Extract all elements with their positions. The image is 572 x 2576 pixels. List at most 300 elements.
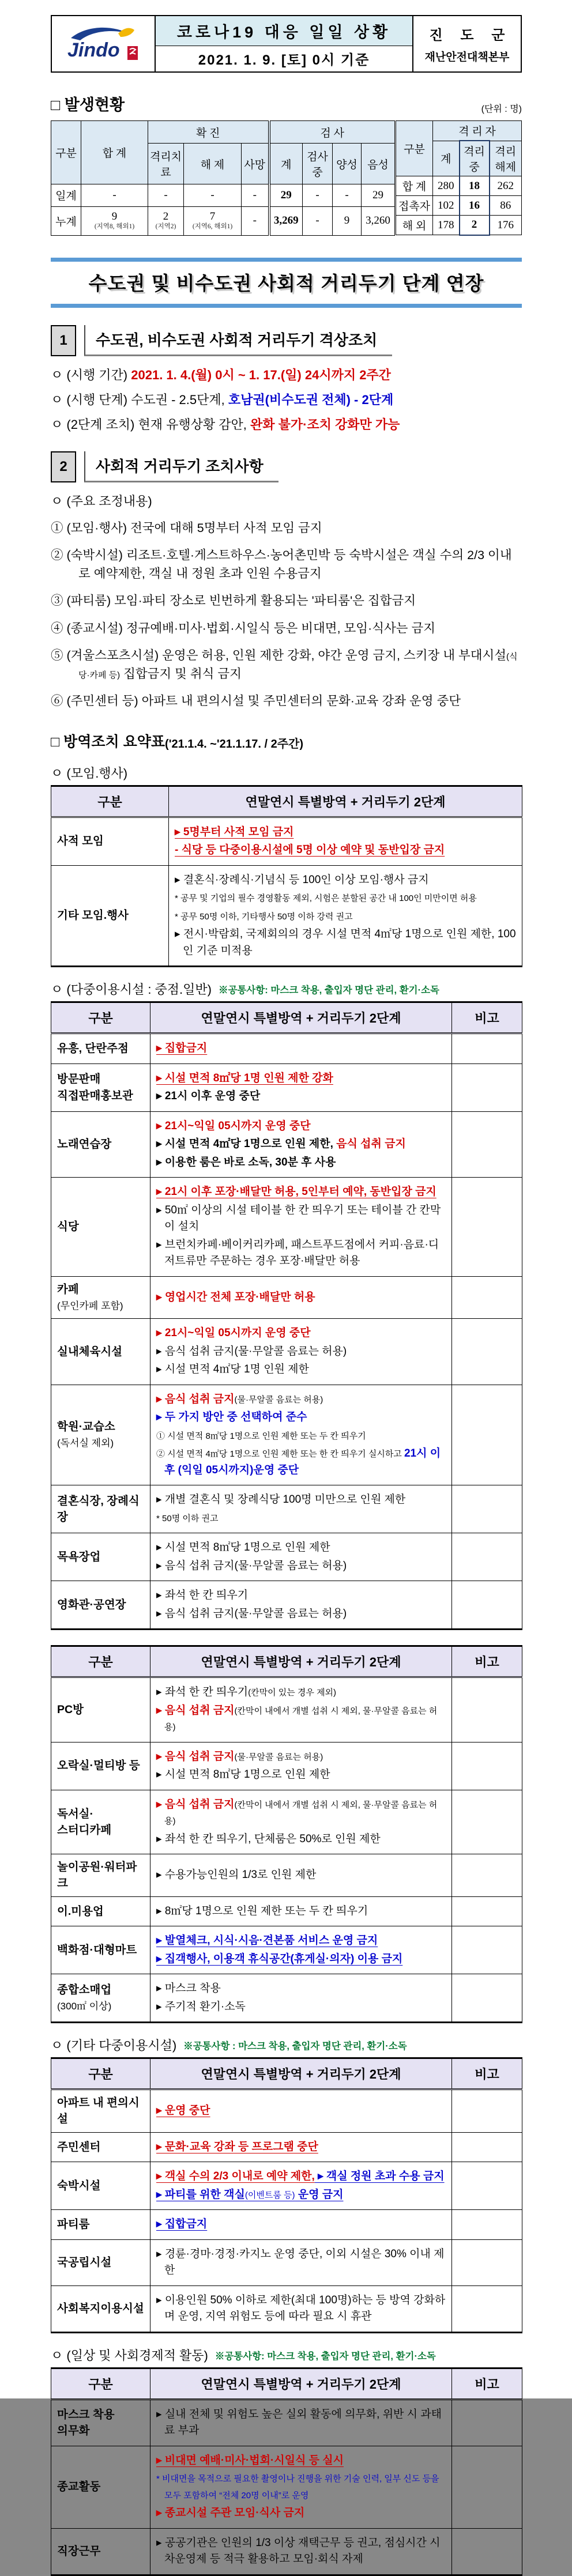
column-header: 구분 bbox=[51, 1646, 150, 1677]
row-remark bbox=[452, 1063, 522, 1111]
row-label bbox=[51, 1974, 150, 2023]
text-segment: 영화관·공연장 bbox=[57, 1598, 126, 1611]
row-content bbox=[150, 1178, 452, 1277]
text-segment: ▸ 21시~익일 05시까지 운영 중단 bbox=[156, 1327, 311, 1340]
text-segment: ▸ 전시·박람회, 국제회의의 경우 시설 면적 4㎡당 1명으로 인원 제한, 100인 기준 미적용 bbox=[175, 928, 516, 957]
column-header: 비고 bbox=[452, 1646, 522, 1677]
text-segment: ▸ 음식 섭취 금지 bbox=[156, 1393, 235, 1405]
table-row: 일계 - - - - 29 - - 29 bbox=[51, 184, 395, 206]
table-row bbox=[51, 1111, 522, 1178]
text-line bbox=[51, 415, 522, 434]
text-segment: ⑥ (주민센터 등) 아파트 내 편의시설 및 주민센터의 문화·교육 강좌 운영 중단 bbox=[51, 694, 461, 708]
row-label bbox=[51, 1178, 150, 1277]
rule-line bbox=[175, 872, 516, 889]
table-row bbox=[51, 2162, 522, 2210]
table-row bbox=[51, 1854, 522, 1897]
row-content bbox=[150, 1926, 452, 1974]
header-box bbox=[51, 15, 522, 73]
text-segment: ▸ 좌석 한 칸 띄우기 bbox=[156, 1589, 249, 1602]
text-segment: ▸ 음식 섭취 금지 bbox=[156, 1750, 235, 1763]
row-remark bbox=[452, 1319, 522, 1385]
row-label bbox=[51, 2210, 150, 2240]
text-segment: 독서실· bbox=[57, 1807, 94, 1820]
text-segment: 마스크 착용 bbox=[57, 2408, 115, 2421]
text-segment: 숙박시설 bbox=[57, 2179, 101, 2192]
row-remark bbox=[452, 1742, 522, 1790]
text-segment: ▸ 음식 섭취 금지 bbox=[156, 1704, 235, 1717]
row-label bbox=[51, 1485, 150, 1533]
row-label bbox=[51, 1111, 150, 1178]
summary-table bbox=[51, 785, 522, 968]
table-row bbox=[51, 2210, 522, 2240]
table-row bbox=[51, 1485, 522, 1533]
text-segment: ① (모임·행사) 전국에 대해 5명부터 사적 모임 금지 bbox=[51, 521, 322, 535]
rule-line bbox=[175, 890, 516, 907]
text-segment: ▸ 운영 중단 bbox=[156, 2104, 210, 2117]
column-header: 연말연시 특별방역 + 거리두기 2단계 bbox=[150, 1002, 452, 1034]
text-segment: 유흥, 단란주점 bbox=[57, 1042, 129, 1055]
text-segment: ▸ 브런치카페·베이커리카페, 패스트푸드점에서 커피·음료·디저트류만 주문하는 경우 포장·배달만 허용 bbox=[156, 1238, 439, 1267]
row-remark bbox=[452, 2162, 522, 2210]
text-segment: 놀이공원·워터파크 bbox=[57, 1861, 137, 1890]
text-segment: ㅇ (시행 단계) 수도권 - 2.5단계, bbox=[51, 392, 228, 407]
text-segment: 호남권(비수도권 전체) - 2단계 bbox=[228, 392, 394, 407]
text-segment: ▸ 음식 섭취 금지(물·무알콜 음료는 허용) bbox=[156, 1607, 347, 1620]
text-segment: ▸ 시설 면적 4㎡당 1명 인원 제한 bbox=[156, 1363, 309, 1376]
text-segment: * 공무 50명 이하, 기타행사 50명 이하 강력 권고 bbox=[175, 911, 353, 922]
row-content bbox=[150, 2446, 452, 2528]
row-content bbox=[150, 2162, 452, 2210]
text-line bbox=[51, 390, 522, 409]
text-segment: ① 시설 면적 8㎡당 1명으로 인원 제한 또는 두 칸 띄우기 bbox=[156, 1431, 366, 1441]
row-label bbox=[51, 1677, 150, 1743]
text-segment: * 50명 이하 권고 bbox=[156, 1513, 219, 1523]
text-line bbox=[51, 365, 522, 384]
row-content bbox=[150, 1034, 452, 1064]
col-header-confirmed: 확 진 bbox=[148, 121, 269, 144]
rule-line bbox=[156, 1391, 446, 1408]
banner bbox=[51, 258, 522, 308]
row-content bbox=[150, 2528, 452, 2575]
column-header: 연말연시 특별방역 + 거리두기 2단계 bbox=[150, 2368, 452, 2399]
text-segment: ▸ 주기적 환기·소독 bbox=[156, 2000, 246, 2013]
row-remark bbox=[452, 1178, 522, 1277]
section2-title: 사회적 거리두기 조치사항 bbox=[84, 451, 279, 482]
text-segment: ④ (종교시설) 정규예배·미사·법회·시일식 등은 비대면, 모임·식사는 금지 bbox=[51, 621, 436, 635]
report-title: 코로나19 대응 일일 상황 bbox=[156, 16, 412, 46]
section1-heading bbox=[51, 325, 522, 356]
text-segment: ⑤ (겨울스포츠시설) 운영은 허용, 인원 제한 강화, 야간 운영 금지, 스키장 내 부대시설 bbox=[51, 648, 507, 662]
row-label bbox=[51, 2285, 150, 2332]
row-content bbox=[150, 1974, 452, 2023]
text-segment: 2021. 1. 4.(월) 0시 ~ 1. 17.(일) 24시까지 2주간 bbox=[131, 367, 391, 382]
text-segment: ▸ 21시~익일 05시까지 운영 중단 bbox=[156, 1119, 311, 1132]
table-row bbox=[51, 1319, 522, 1385]
text-segment: 파티룸 bbox=[57, 2218, 90, 2231]
rule-line bbox=[156, 1344, 446, 1360]
text-segment: 카페 bbox=[57, 1283, 79, 1296]
row-content bbox=[150, 1533, 452, 1581]
row-label bbox=[51, 1319, 150, 1385]
text-segment: (물·무알콜 음료는 허용) bbox=[234, 1394, 323, 1405]
row-label bbox=[51, 2239, 150, 2285]
rule-line bbox=[156, 2505, 446, 2522]
subsection-meetings bbox=[51, 764, 522, 782]
rule-line bbox=[156, 1289, 446, 1306]
text-line bbox=[51, 519, 522, 537]
table-row bbox=[51, 1178, 522, 1277]
table-row bbox=[51, 2528, 522, 2575]
column-header: 비고 bbox=[452, 1002, 522, 1034]
summary-table bbox=[51, 1645, 522, 2023]
rule-line bbox=[156, 1831, 446, 1848]
rule-line bbox=[156, 1184, 446, 1201]
subsection-title: ㅇ (기타 다중이용시설) bbox=[51, 2038, 177, 2053]
column-header: 구분 bbox=[51, 2058, 150, 2090]
row-label: 해 외 bbox=[396, 216, 433, 235]
status-unit: (단위 : 명) bbox=[481, 104, 522, 114]
col-header-released: 해 제 bbox=[184, 144, 242, 184]
section1-number: 1 bbox=[51, 325, 76, 356]
text-segment: ▸ 50㎡ 이상의 시설 테이블 한 칸 띄우기 또는 테이블 간 칸막이 설치 bbox=[156, 1204, 441, 1232]
table-row bbox=[51, 2446, 522, 2528]
text-segment: ▸ 객실 정원 초과 수용 금지 bbox=[314, 2170, 445, 2183]
col-header-iso-treat: 격리치료 bbox=[148, 144, 184, 184]
table-multiuse-1 bbox=[51, 1001, 522, 1630]
table-row bbox=[51, 1974, 522, 2023]
header-org bbox=[413, 16, 521, 71]
text-segment: ▸ 경륜·경마·경정·카지노 운영 중단, 이외 시설은 30% 이내 제한 bbox=[156, 2247, 445, 2277]
text-segment: ▸ 좌석 한 칸 띄우기 bbox=[156, 1686, 249, 1699]
rule-line bbox=[156, 1540, 446, 1556]
rule-line bbox=[175, 926, 516, 959]
text-segment: (물·무알콜 음료는 허용) bbox=[234, 1752, 323, 1762]
rule-line bbox=[175, 842, 516, 859]
row-label bbox=[51, 1276, 150, 1319]
text-segment: 21시 이후 (익일 05시까지)운영 중단 bbox=[164, 1447, 441, 1476]
text-segment: (칸막이 내에서 개별 섭취 시 제외, 물·무알콜 음료는 허용) bbox=[164, 1800, 438, 1827]
col-header-cnt: 계 bbox=[433, 141, 460, 176]
text-segment: ▸ 21시 이후 포장·배달만 허용, 5인부터 예약, 동반입장 금지 bbox=[156, 1186, 436, 1198]
row-content bbox=[150, 1111, 452, 1178]
summary-table bbox=[51, 2367, 522, 2576]
summary-period: ('21.1.4. ~'21.1.17. / 2주간) bbox=[165, 737, 303, 750]
text-segment: - 식당 등 다중이용시설에 5명 이상 예약 및 동반입장 금지 bbox=[175, 844, 445, 856]
col-header-death: 사망 bbox=[242, 144, 269, 184]
column-header: 연말연시 특별방역 + 거리두기 2단계 bbox=[169, 786, 522, 817]
table-row: 누계 9 (지역8, 해외1) 2 (지역2) 7 (지역6, 해외1) - 3,269 - 9 3,260 bbox=[51, 207, 395, 235]
text-segment: ▸ 시설 면적 8㎡당 1명으로 인원 제한 bbox=[156, 1768, 330, 1781]
text-segment: ▸ 음식 섭취 금지(물·무알콜 음료는 허용) bbox=[156, 1345, 347, 1357]
text-segment: ▸ 이용한 룸은 바로 소독, 30분 후 사용 bbox=[156, 1156, 336, 1168]
text-segment: ▸ 실내 전체 및 위험도 높은 실외 활동에 의무화, 위반 시 과태료 부과 bbox=[156, 2408, 442, 2437]
text-segment: ▸ 마스크 착용 bbox=[156, 1982, 221, 1995]
column-header: 비고 bbox=[452, 2368, 522, 2399]
table-daily-activities bbox=[51, 2367, 522, 2576]
row-label bbox=[51, 2399, 150, 2446]
text-segment: (독서실 제외) bbox=[57, 1438, 114, 1449]
row-remark bbox=[452, 1533, 522, 1581]
text-segment: 직접판매홍보관 bbox=[57, 1089, 133, 1102]
table-row bbox=[51, 1385, 522, 1485]
row-content bbox=[150, 1276, 452, 1319]
text-segment: ▸ 이용인원 50% 이하로 제한(최대 100명)하는 등 방역 강화하며 운영, 지역 위험도 등에 따라 필요 시 휴관 bbox=[156, 2294, 446, 2323]
table-row bbox=[51, 817, 522, 865]
text-segment: 목욕장업 bbox=[57, 1550, 101, 1563]
row-label bbox=[51, 2132, 150, 2162]
common-note: ※공통사항: 마스크 착용, 출입자 명단 관리, 환기·소독 bbox=[215, 2351, 436, 2362]
text-segment: (칸막이 내에서 개별 섭취 시 제외, 물·무알콜 음료는 허용) bbox=[164, 1706, 438, 1733]
text-line bbox=[51, 546, 522, 583]
jindo-logo-graphic bbox=[63, 23, 144, 65]
col-header-in-iso: 격리중 bbox=[460, 141, 490, 176]
rule-line bbox=[156, 1903, 446, 1920]
row-remark bbox=[452, 2528, 522, 2575]
rule-line bbox=[156, 1749, 446, 1766]
section1-items bbox=[51, 365, 522, 434]
text-segment: ▸ 개별 결혼식 및 장례식당 100명 미만으로 인원 제한 bbox=[156, 1493, 406, 1506]
rule-line bbox=[156, 2471, 446, 2503]
column-header: 비고 bbox=[452, 2058, 522, 2090]
text-segment: 결혼식장, 장례식장 bbox=[57, 1494, 140, 1524]
rule-line bbox=[156, 1767, 446, 1783]
text-segment: (300㎡ 이상) bbox=[57, 2001, 112, 2012]
col-header-test-cnt: 계 bbox=[269, 144, 303, 184]
row-remark bbox=[452, 1926, 522, 1974]
row-remark bbox=[452, 2210, 522, 2240]
row-remark bbox=[452, 1581, 522, 1630]
status-table-quarantine bbox=[396, 120, 522, 236]
text-segment: 완화 불가·조치 강화만 가능 bbox=[250, 417, 400, 432]
col-header-testing: 검사중 bbox=[303, 144, 333, 184]
column-header: 구분 bbox=[51, 1002, 150, 1034]
row-remark bbox=[452, 1790, 522, 1854]
text-segment: (이벤트룸 등) bbox=[244, 2190, 295, 2200]
col-header-total: 합 계 bbox=[81, 121, 148, 184]
rule-line bbox=[156, 1797, 446, 1830]
col-header-gubun: 구분 bbox=[51, 121, 81, 184]
rule-line bbox=[156, 1070, 446, 1087]
text-segment: 식당 bbox=[57, 1220, 79, 1234]
rule-line bbox=[156, 1606, 446, 1623]
column-header: 연말연시 특별방역 + 거리두기 2단계 bbox=[150, 2058, 452, 2090]
col-header-quarantined: 격 리 자 bbox=[433, 121, 522, 141]
subsection-title: ㅇ (다중이용시설 : 중점.일반) bbox=[51, 982, 212, 997]
row-content bbox=[150, 1677, 452, 1743]
summary-table bbox=[51, 2057, 522, 2333]
row-remark bbox=[452, 1385, 522, 1485]
row-content bbox=[169, 817, 522, 865]
status-tables bbox=[51, 120, 522, 236]
rule-line bbox=[156, 1409, 446, 1426]
row-content bbox=[169, 865, 522, 967]
text-line bbox=[51, 646, 522, 684]
table-row bbox=[51, 1034, 522, 1064]
row-remark bbox=[452, 1276, 522, 1319]
common-note: ※공통사항 : 마스크 착용, 출입자 명단 관리, 환기·소독 bbox=[183, 2041, 407, 2052]
subsection-title: ㅇ (모임.행사) bbox=[51, 765, 128, 780]
table-row bbox=[51, 2132, 522, 2162]
text-segment: ② (숙박시설) 리조트·호텔·게스트하우스·농어촌민박 등 숙박시설은 객실 수의 2/3 이내로 예약제한, 객실 내 정원 초과 인원 수용금지 bbox=[51, 548, 512, 580]
status-title: □ 발생현황 bbox=[51, 96, 125, 114]
rule-line bbox=[156, 1951, 446, 1968]
table-row: 접촉자 102 16 86 bbox=[396, 196, 522, 216]
table-row bbox=[51, 1581, 522, 1630]
column-header: 연말연시 특별방역 + 거리두기 2단계 bbox=[150, 1646, 452, 1677]
rule-line bbox=[156, 2407, 446, 2439]
text-segment: 종교활동 bbox=[57, 2480, 101, 2494]
rule-line bbox=[156, 1492, 446, 1508]
row-remark bbox=[452, 2239, 522, 2285]
text-segment: ▸ 5명부터 사적 모임 금지 bbox=[175, 825, 294, 838]
rule-line bbox=[156, 1202, 446, 1235]
text-line bbox=[51, 619, 522, 638]
row-label bbox=[51, 865, 169, 967]
rule-line bbox=[156, 1428, 446, 1444]
row-content bbox=[150, 1854, 452, 1897]
row-label: 일계 bbox=[51, 184, 81, 206]
rule-line bbox=[156, 1981, 446, 1997]
rule-line bbox=[156, 1999, 446, 2016]
row-content bbox=[150, 2210, 452, 2240]
jindo-logo bbox=[52, 16, 156, 71]
rule-line bbox=[156, 1446, 446, 1479]
banner-bar-top bbox=[51, 258, 522, 262]
row-content bbox=[150, 1742, 452, 1790]
row-label bbox=[51, 1385, 150, 1485]
text-segment: ▸ 발열체크, 시식·시음·견본품 서비스 운영 금지 bbox=[156, 1934, 378, 1947]
rule-line bbox=[156, 2139, 446, 2156]
summary-table bbox=[51, 1001, 522, 1630]
status-table-main bbox=[51, 120, 395, 236]
row-label bbox=[51, 817, 169, 865]
rule-line bbox=[156, 1933, 446, 1949]
subsection-daily-activities bbox=[51, 2346, 522, 2364]
text-segment: ② 시설 면적 4㎡당 1명으로 인원 제한 또는 한 칸 띄우기 실시하고 bbox=[156, 1449, 404, 1459]
row-label bbox=[51, 1896, 150, 1926]
row-remark bbox=[452, 1111, 522, 1178]
table-row bbox=[51, 2090, 522, 2133]
text-segment: ▸ 영업시간 전체 포장·배달만 허용 bbox=[156, 1291, 315, 1303]
text-segment: (칸막이 있는 경우 제외) bbox=[248, 1688, 337, 1698]
row-label bbox=[51, 2162, 150, 2210]
text-segment: ㅇ (2단계 조치) 현재 유행상황 감안, bbox=[51, 417, 250, 432]
rule-line bbox=[156, 1684, 446, 1701]
row-content bbox=[150, 2132, 452, 2162]
table-row bbox=[51, 1677, 522, 1743]
rule-line bbox=[156, 1361, 446, 1378]
section2-items bbox=[51, 519, 522, 711]
text-segment: ▸ 시설 면적 4㎡당 1명으로 인원 제한, bbox=[156, 1138, 337, 1150]
text-segment: ▸ 객실 수의 2/3 이내로 예약 제한, bbox=[156, 2170, 315, 2183]
text-segment: * 비대면을 목적으로 필요한 촬영이나 진행을 위한 기술 인력, 일부 신도 등을 모두 포함하여 “전체 20명 이내”로 운영 bbox=[156, 2474, 439, 2500]
row-remark bbox=[452, 2090, 522, 2133]
status-heading bbox=[51, 92, 522, 115]
table-row: 합 계 280 18 262 bbox=[396, 176, 522, 196]
rule-line bbox=[156, 2246, 446, 2279]
text-segment: ▸ 21시 이후 운영 중단 bbox=[156, 1090, 261, 1102]
subsection-multiuse bbox=[51, 980, 522, 998]
text-segment: 종합소매업 bbox=[57, 1983, 112, 1996]
rule-line bbox=[156, 2168, 446, 2185]
table-row: 해 외 178 2 176 bbox=[396, 216, 522, 235]
text-segment: 아파트 내 편의시설 bbox=[57, 2096, 140, 2126]
table-row bbox=[51, 2239, 522, 2285]
row-label bbox=[51, 1742, 150, 1790]
text-segment: 주민센터 bbox=[57, 2140, 101, 2153]
text-segment: * 공무 및 기업의 필수 경영활동 제외, 시험은 분할된 공간 내 100인 미만이면 허용 bbox=[175, 893, 477, 903]
table-row bbox=[51, 1533, 522, 1581]
text-segment: 운영 금지 bbox=[295, 2188, 344, 2201]
row-label bbox=[51, 1533, 150, 1581]
text-segment: PC방 bbox=[57, 1703, 84, 1717]
org-name: 진 도 군 bbox=[429, 28, 512, 43]
row-label: 누계 bbox=[51, 207, 81, 235]
text-segment: 사적 모임 bbox=[57, 835, 104, 848]
row-label bbox=[51, 1790, 150, 1854]
row-content bbox=[150, 2285, 452, 2332]
row-content bbox=[150, 1485, 452, 1533]
row-remark bbox=[452, 2132, 522, 2162]
row-label bbox=[51, 2528, 150, 2575]
rule-line bbox=[156, 1703, 446, 1736]
rule-line bbox=[156, 2292, 446, 2325]
org-subname: 재난안전대책본부 bbox=[424, 51, 510, 63]
text-line bbox=[51, 692, 522, 710]
text-segment: 스터디카페 bbox=[57, 1823, 112, 1836]
row-content bbox=[150, 1385, 452, 1485]
text-segment: ▸ 집객행사, 이용객 휴식공간(휴게실·의자) 이용 금지 bbox=[156, 1952, 403, 1965]
row-remark bbox=[452, 1485, 522, 1533]
rule-line bbox=[156, 1587, 446, 1604]
table-row bbox=[51, 1742, 522, 1790]
table-row bbox=[51, 1790, 522, 1854]
rule-line bbox=[175, 824, 516, 841]
text-line bbox=[51, 591, 522, 610]
text-segment: ▸ 공공기관은 인원의 1/3 이상 재택근무 등 권고, 점심시간 시차운영제 등 적극 활용하고 모임·회식 자제 bbox=[156, 2536, 441, 2566]
text-segment: 의무화 bbox=[57, 2424, 90, 2438]
rule-line bbox=[156, 2453, 446, 2469]
column-header: 구분 bbox=[51, 786, 169, 817]
table-row bbox=[51, 2399, 522, 2446]
subsection-title: ㅇ (일상 및 사회경제적 활동) bbox=[51, 2348, 208, 2363]
text-segment: 노래연습장 bbox=[57, 1138, 112, 1151]
text-segment: ▸ 결혼식·장례식·기념식 등 100인 이상 모임·행사 금지 bbox=[175, 873, 429, 886]
report-date: 2021. 1. 9. [토] 0시 기준 bbox=[198, 52, 370, 69]
text-segment: 사회복지이용시설 bbox=[57, 2302, 144, 2315]
row-label bbox=[51, 1034, 150, 1064]
text-segment: (식당·카페 등) bbox=[78, 651, 518, 680]
text-segment: 기타 모임.행사 bbox=[57, 909, 129, 922]
row-remark bbox=[452, 2285, 522, 2332]
row-remark bbox=[452, 2399, 522, 2446]
text-segment: ▸ 음식 섭취 금지 bbox=[156, 1798, 235, 1811]
text-segment: 실내체육시설 bbox=[57, 1345, 123, 1358]
text-segment: ▸ 종교시설 주관 모임·식사 금지 bbox=[156, 2507, 305, 2520]
text-segment: 방문판매 bbox=[57, 1073, 101, 1086]
summary-heading bbox=[51, 730, 522, 751]
row-content bbox=[150, 2239, 452, 2285]
rule-line bbox=[156, 1325, 446, 1342]
text-segment: ▸ 좌석 한 칸 띄우기, 단체룸은 50%로 인원 제한 bbox=[156, 1832, 381, 1845]
jindo-logo-text: Jindo bbox=[67, 39, 120, 61]
common-note: ※공통사항: 마스크 착용, 출입자 명단 관리, 환기·소독 bbox=[219, 985, 439, 995]
column-header: 구분 bbox=[51, 2368, 150, 2399]
col-header-test: 검 사 bbox=[269, 121, 395, 144]
col-header-gubun: 구분 bbox=[396, 121, 433, 176]
banner-title: 수도권 및 비수도권 사회적 거리두기 단계 연장 bbox=[88, 272, 484, 294]
text-segment: ▸ 시설 면적 8㎡당 1명 인원 제한 강화 bbox=[156, 1072, 333, 1084]
